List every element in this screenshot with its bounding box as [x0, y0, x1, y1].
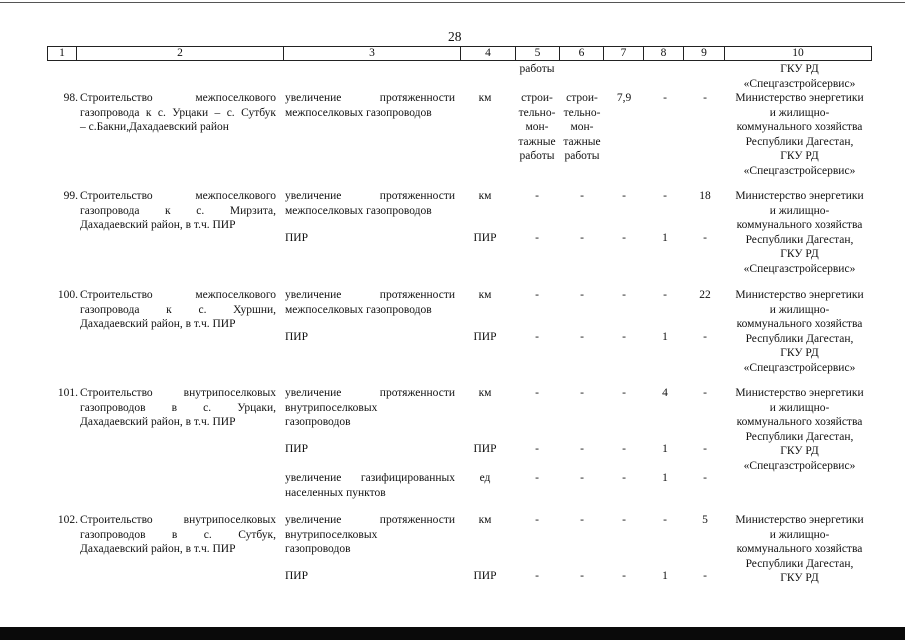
col8-value: - — [663, 92, 667, 104]
col6-value: - — [580, 570, 584, 582]
project-name: Строительство межпоселкового газопровода к с. Хуршни, Дахадаевский район, в т.ч. ПИР — [80, 289, 276, 330]
header-col-4: 4 — [461, 47, 516, 61]
project-name: Строительство межпоселкового газопровода к с. Мирзита, Дахадаевский район, в т.ч. ПИР — [80, 190, 276, 231]
header-col-5: 5 — [516, 47, 560, 61]
col7-value: - — [622, 387, 626, 399]
indicator: ПИР — [285, 570, 309, 582]
indicator: ПИР — [285, 331, 309, 343]
col7-value: - — [622, 570, 626, 582]
project-name: Строительство внутрипоселковых газопроводов в с. Урцаки, Дахадаевский район, в т.ч. ПИР — [80, 387, 276, 428]
col5-value: - — [535, 190, 539, 202]
col6-value: - — [580, 289, 584, 301]
col7-value: 7,9 — [616, 92, 632, 104]
col7-value: - — [622, 331, 626, 343]
col8-value: - — [663, 514, 667, 526]
header-col-1: 1 — [48, 47, 77, 61]
responsible-org: Министерство энергетики и жилищно- коммунального хозяйства Республики Дагестан, ГКУ РД «Спецгазстройсервис» — [735, 92, 864, 177]
row-number: 99. — [63, 190, 78, 202]
carry-col5: работы — [519, 63, 555, 75]
indicator: ПИР — [285, 232, 309, 244]
project-name: Строительство внутрипоселковых газопроводов в с. Сутбук, Дахадаевский район, в т.ч. ПИР — [80, 514, 276, 555]
bottom-scan-edge — [0, 627, 905, 640]
col7-value: - — [622, 232, 626, 244]
unit: км — [478, 92, 492, 104]
row-number: 102. — [57, 514, 78, 526]
row-number: 101. — [57, 387, 78, 399]
col5-value: - — [535, 514, 539, 526]
col7-value: - — [622, 289, 626, 301]
unit: км — [478, 514, 492, 526]
col8-value: 1 — [662, 331, 668, 343]
responsible-org: Министерство энергетики и жилищно- коммунального хозяйства Республики Дагестан, ГКУ РД «Спецгазстройсервис» — [735, 190, 864, 275]
row-number: 98. — [63, 92, 78, 104]
indicator: ПИР — [285, 443, 309, 455]
col9-value: 22 — [699, 289, 711, 301]
col8-value: 4 — [662, 387, 668, 399]
responsible-org: Министерство энергетики и жилищно- коммунального хозяйства Республики Дагестан, ГКУ РД — [735, 514, 864, 584]
col9-value: - — [703, 232, 707, 244]
header-col-10: 10 — [725, 47, 872, 61]
indicator: увеличение протяженности внутрипоселковых газопроводов — [285, 387, 455, 428]
unit: км — [478, 289, 492, 301]
header-col-7: 7 — [604, 47, 644, 61]
col6-value: - — [580, 514, 584, 526]
unit: км — [478, 190, 492, 202]
col5-value: строи- тельно- мон- тажные работы — [518, 92, 556, 162]
unit: км — [478, 387, 492, 399]
col5-value: - — [535, 331, 539, 343]
col7-value: - — [622, 472, 626, 484]
project-name: Строительство межпоселкового газопровода к с. Урцаки – с. Сутбук – с.Бакни,Дахадаевский район — [80, 92, 276, 133]
col6-value: - — [580, 387, 584, 399]
col8-value: 1 — [662, 232, 668, 244]
col8-value: 1 — [662, 570, 668, 582]
col5-value: - — [535, 443, 539, 455]
unit: ед — [479, 472, 491, 484]
carry-col10: ГКУ РД «Спецгазстройсервис» — [743, 63, 856, 90]
header-col-3: 3 — [284, 47, 461, 61]
unit: ПИР — [473, 443, 497, 455]
responsible-org: Министерство энергетики и жилищно- коммунального хозяйства Республики Дагестан, ГКУ РД «Спецгазстройсервис» — [735, 387, 864, 472]
col8-value: - — [663, 289, 667, 301]
header-col-6: 6 — [560, 47, 604, 61]
col6-value: строи- тельно- мон- тажные работы — [563, 92, 601, 162]
col7-value: - — [622, 443, 626, 455]
col5-value: - — [535, 387, 539, 399]
col6-value: - — [580, 331, 584, 343]
responsible-org: Министерство энергетики и жилищно- коммунального хозяйства Республики Дагестан, ГКУ РД «Спецгазстройсервис» — [735, 289, 864, 374]
col5-value: - — [535, 472, 539, 484]
col9-value: 5 — [702, 514, 708, 526]
indicator: увеличение протяженности межпоселковых газопроводов — [285, 289, 455, 316]
col8-value: - — [663, 190, 667, 202]
column-number-header — [47, 46, 872, 61]
col7-value: - — [622, 514, 626, 526]
indicator: увеличение протяженности межпоселковых газопроводов — [285, 92, 455, 119]
col9-value: - — [703, 387, 707, 399]
unit: ПИР — [473, 331, 497, 343]
col5-value: - — [535, 289, 539, 301]
col6-value: - — [580, 443, 584, 455]
col9-value: - — [703, 331, 707, 343]
col7-value: - — [622, 190, 626, 202]
col8-value: 1 — [662, 443, 668, 455]
indicator: увеличение протяженности межпоселковых газопроводов — [285, 190, 455, 217]
col6-value: - — [580, 232, 584, 244]
header-col-2: 2 — [77, 47, 284, 61]
col9-value: - — [703, 92, 707, 104]
col8-value: 1 — [662, 472, 668, 484]
col9-value: - — [703, 570, 707, 582]
indicator: увеличение газифицированных населенных пунктов — [285, 472, 455, 499]
row-number: 100. — [57, 289, 78, 301]
top-rule — [0, 2, 905, 3]
col5-value: - — [535, 232, 539, 244]
header-col-9: 9 — [684, 47, 725, 61]
header-col-8: 8 — [644, 47, 684, 61]
page-number: 28 — [448, 29, 462, 44]
col9-value: 18 — [699, 190, 711, 202]
col6-value: - — [580, 190, 584, 202]
unit: ПИР — [473, 232, 497, 244]
col9-value: - — [703, 443, 707, 455]
unit: ПИР — [473, 570, 497, 582]
col9-value: - — [703, 472, 707, 484]
indicator: увеличение протяженности внутрипоселковых газопроводов — [285, 514, 455, 555]
col6-value: - — [580, 472, 584, 484]
col5-value: - — [535, 570, 539, 582]
